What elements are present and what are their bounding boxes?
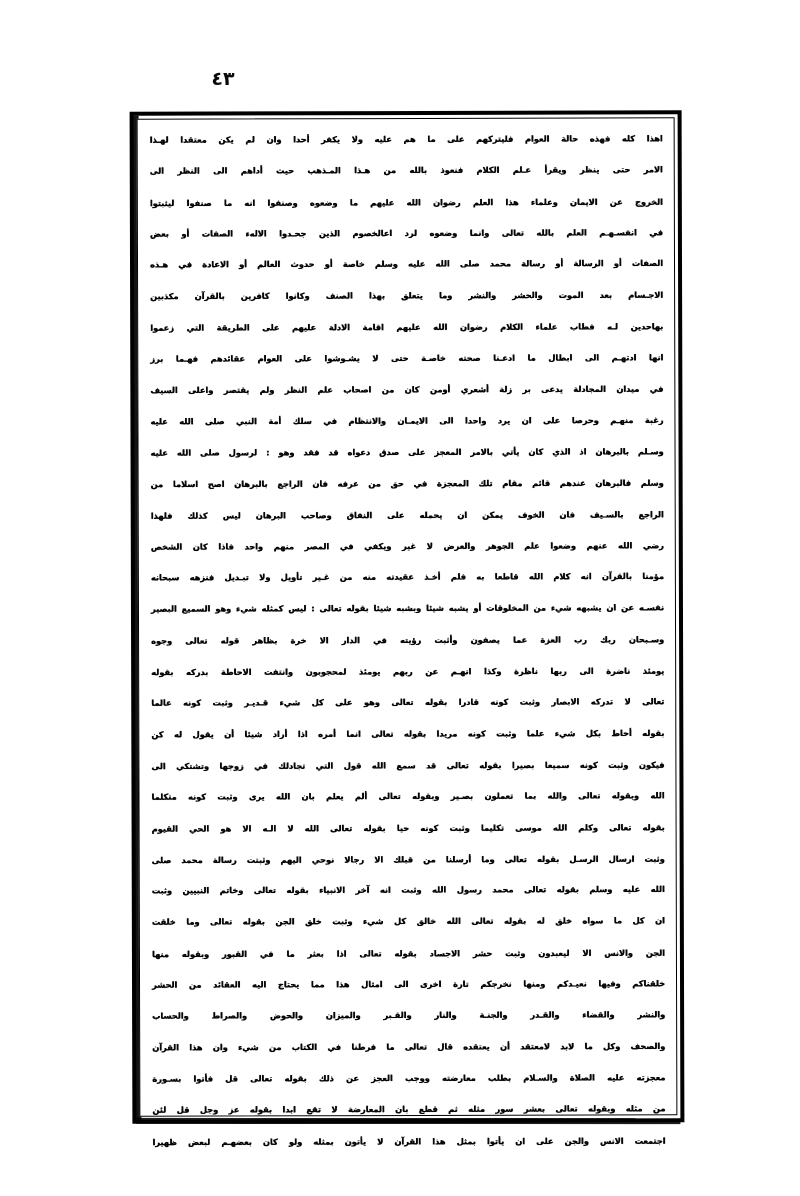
manuscript-line — [152, 1093, 665, 1126]
manuscript-line — [152, 874, 665, 907]
manuscript-line — [150, 311, 663, 344]
manuscript-line-text: اهذا كله فهذه حالة العوام فليتركهم على ما هم عليه ولا يكفر أحدا وان لم يكن معتقدا لهـذا — [149, 133, 663, 145]
manuscript-line-text: خلقناكم وفيها نعيـدكم ومنها نخرجكم تارة اخرى الى امثال هذا مما يحتاج اليه العقائد من الحشر — [152, 978, 666, 990]
manuscript-line-text: والصحف وكل ما لابد لامعتقد أن يعتقده قال تعالى ما فرطنا في الكتاب من شيء وان هذا القرآن — [152, 1040, 666, 1052]
manuscript-line-text: بهاحدين لـه فطاب علماء الكلام رضوان الله عليهم اقامة الادلة عليهم على الطريقة التي زعموا — [150, 321, 664, 333]
manuscript-line — [152, 1031, 665, 1064]
manuscript-line-text: نفسـه عن ان يشبهه شيء من المخلوقات أو يشبه شيئا وبشبه شيئا بقوله تعالى : ليس كمثله شيء وهو السميع البصير — [150, 602, 664, 615]
manuscript-line — [151, 750, 664, 783]
manuscript-line-text: الاجـسام بعد الموت والحشر والنشر وما يتعلق بهذا الصنف وكانوا كافرين بالقرآن مكذبين — [150, 290, 664, 302]
manuscript-line — [152, 937, 665, 970]
manuscript-line — [150, 155, 663, 188]
manuscript-line — [152, 968, 665, 1001]
manuscript-line-text: الخروج عن الايمان وعلماء هذا العلم رضوان الله عليهم ما وضعوه وصنفوا انه ما صنفوا ليثبتوا — [149, 196, 663, 208]
manuscript-line — [150, 374, 663, 407]
manuscript-line-text: وسـلم بالبرهان اذ الذي كان يأتي بالامر المعجز على صدق دعواه قد فقد وهو : لرسول صلى الله عليه — [150, 446, 664, 458]
manuscript-line — [151, 468, 664, 501]
manuscript-line-text: بقوله أحاط بكل شيء علما وثبت كونه مريدا بقوله تعالى انما أمره اذا أراد شيئا أن يقول له كن — [151, 727, 665, 740]
manuscript-line — [151, 656, 664, 689]
manuscript-line — [151, 781, 664, 814]
manuscript-line — [152, 1000, 665, 1033]
manuscript-line-text: اجتمعت الانس والجن على ان يأتوا بمثل هذا القرآن لا يأتون بمثله ولو كان بعضهـم لبعض ظهيرا — [152, 1135, 666, 1147]
manuscript-line-text: انها ادتهـم الى ابطال ما ادعـنا صحته خاصـة حتى لا يشـوشوا على العوام عقائدهم فهـما برز — [150, 352, 664, 364]
manuscript-line — [150, 342, 663, 375]
manuscript-line-text: في انفسـهـم العلم بالله تعالى وانما وضعوه لرد اعالخصوم الذين جحـدوا الالهء الصفات أو بعض — [149, 227, 663, 239]
manuscript-line — [150, 186, 663, 219]
manuscript-line-text: الصفات أو الرسالة أو رسالة محمد صلى الله عليه وسلم خاصة أو حدوث العالم أو الاعادة في هـذه — [150, 258, 664, 270]
manuscript-line — [151, 687, 664, 720]
manuscript-line — [150, 217, 663, 250]
manuscript-line-text: وثبت ارسال الرسـل بقوله تعالى وما أرسلنا من قبلك الا رجالا نوحي اليهم وثبتت رسالة محمد صلى — [151, 853, 665, 865]
page-number: ٤٣ — [211, 68, 235, 90]
manuscript-line — [151, 624, 664, 657]
manuscript-line — [152, 1062, 665, 1095]
manuscript-line-text: فيكون وثبت كونه سميعا بصيرا بقوله تعالى قد سمع الله قول التي تجادلك في زوجها وتشتكي الى — [151, 759, 665, 772]
manuscript-line — [150, 248, 663, 281]
manuscript-line-text: الله عليه وسلم بقوله تعالى محمد رسول الله وثبت انه آخر الانبياء بقوله تعالى وخاتم النبيين وثبت — [151, 884, 665, 896]
manuscript-line-text: يومئذ ناضرة الى ربها ناظرة وكذا انهـم عن ربهم يومئذ لمحجوبون وانتفت الاحاطة بدركه بقوله — [151, 665, 665, 678]
manuscript-line — [151, 718, 664, 751]
manuscript-line — [152, 844, 665, 877]
manuscript-line-text: رغبة منهـم وحرصا على ان يرد واحدا الى الايمـان والانتظام في سلك أمة النبي صلى الله عليه — [150, 414, 664, 427]
manuscript-line — [152, 812, 665, 845]
manuscript-line-text: الراجع بالسـيف فان الخوف يمكن ان يحمله على النفاق وصاحب البرهان ليس كذلك فلهذا — [150, 508, 664, 521]
manuscript-line-text: الجن والانس الا ليعبدون وثبت حشر الاجساد بقوله تعالى اذا بعثر ما في القبور وبقوله منها — [151, 947, 665, 959]
manuscript-line-text: بقوله تعالى وكلم الله موسى تكليما وثبت كونه حيا بقوله تعالى الله لا الـه الا هو الحي القيوم — [151, 821, 665, 834]
manuscript-line-text: والنشر والقضاء والقـدر والجنـة والنار والقـبر والميزان والحوض والصراط والحساب — [152, 1009, 666, 1022]
manuscript-line-text: وسلم فالبرهان عندهم قائم مقام تلك المعجزة في حق من عرفه فان الراجع بالبرهان اصح اسلاما من — [150, 477, 664, 490]
manuscript-line-text: الله وبقوله تعالى والله بما تعملون بصـير وبقوله تعالى ألم يعلم بان الله يرى وثبت كونه متكلما — [151, 790, 665, 802]
manuscript-line-text: معجزته عليه الصلاة والسـلام بطلب معارضته ووجب العجز عن ذلك بقوله تعالى قل فأتوا بسـورة — [152, 1072, 666, 1084]
manuscript-line — [152, 1125, 665, 1158]
manuscript-line — [151, 499, 664, 532]
manuscript-line-text: الامر حتى ينظر ويقرأ عـلم الكلام فنعوذ بالله من هـذا المـذهب حيث أداهم الى النظر الى — [149, 164, 663, 177]
text-block-frame-inner — [137, 117, 678, 1147]
manuscript-line-text: وسـبحان ربك رب العزة عما يصفون وأثبت رؤيته في الدار الا خرة بظاهر قوله تعالى وجوه — [151, 634, 665, 646]
manuscript-line — [151, 593, 664, 626]
manuscript-line — [151, 561, 664, 594]
manuscript-line — [150, 280, 663, 313]
manuscript-line — [152, 906, 665, 939]
text-block-frame — [130, 110, 685, 1147]
manuscript-line-text: رضي الله عنهم وضعوا علم الجوهر والعرض لا غير ويكفي في المصر منهم واحد فاذا كان الشخص — [150, 540, 664, 552]
manuscript-line-text: مؤمنا بالقرآن انه كلام الله قاطعا به فلم أخـذ عقيدته منه من غـير تأويل ولا تبـديل فنزهه سبحانه — [150, 571, 664, 583]
manuscript-line-text: ان كل ما سواه خلق له بقوله تعالى الله خالق كل شيء وثبت خلق الجن بقوله تعالى وما خلقت — [151, 915, 665, 928]
manuscript-text-body — [149, 123, 666, 1147]
manuscript-line — [150, 123, 663, 156]
manuscript-line — [151, 530, 664, 563]
manuscript-line — [150, 436, 663, 469]
manuscript-line-text: في ميدان المجادلة يدعى بر زلة أشعري أومن كان من اصحاب علم النظر ولم يقتصر واعلى السيف — [150, 384, 664, 396]
manuscript-line — [150, 405, 663, 438]
manuscript-line-text: تعالى لا تدركه الابصار وثبت كونه قادرا بقوله تعالى وهو على كل شيء قـديـر وثبت كونه عالما — [151, 696, 665, 709]
manuscript-line-text: من مثله وبقوله تعالى بعشر سور مثله ثم قطع بان المعارضة لا تقع ابدا بقوله عز وجل قل لئن — [152, 1103, 666, 1115]
